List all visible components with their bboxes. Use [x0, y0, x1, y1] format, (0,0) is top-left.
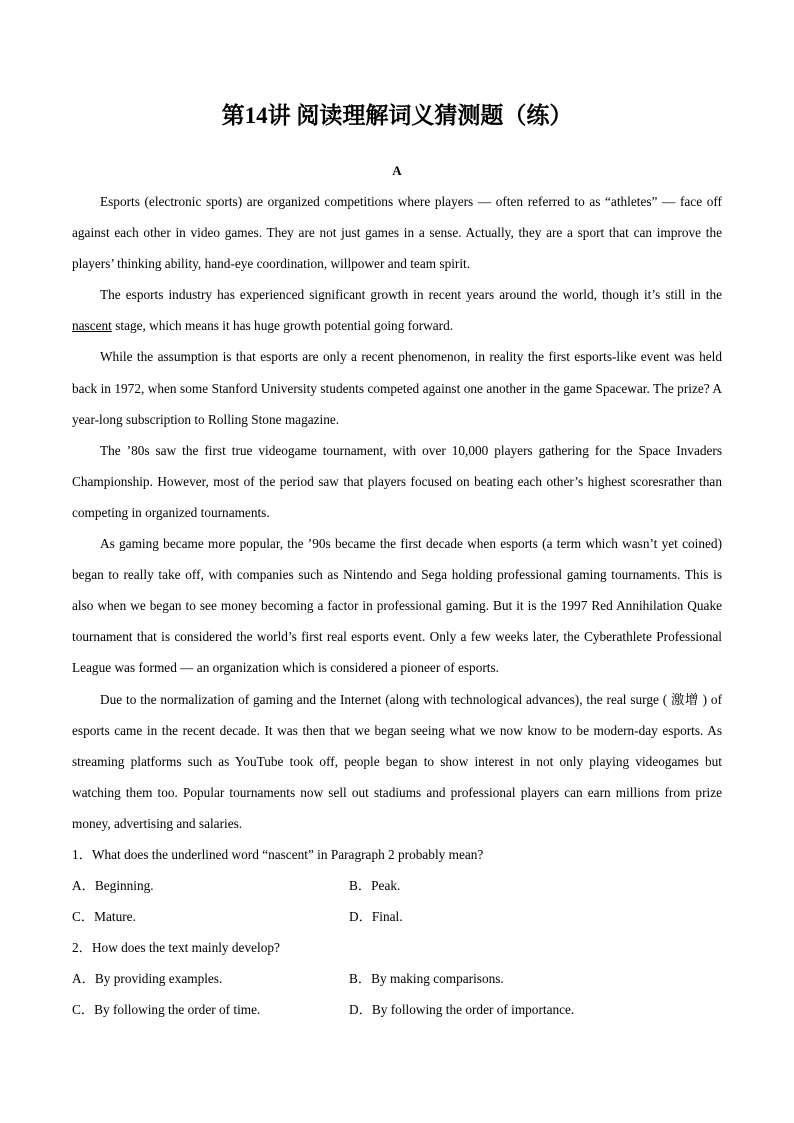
reading-passage: [72, 186, 722, 1026]
question-1-option-d[interactable]: D．Final.: [349, 909, 403, 925]
question-1-stem: 1．What does the underlined word “nascent” in Paragraph 2 probably mean?: [72, 846, 484, 862]
question-2-option-a[interactable]: A．By providing examples.: [72, 971, 223, 987]
question-1-option-c[interactable]: C．Mature.: [72, 909, 136, 925]
question-1-options-row-1: [72, 870, 722, 901]
underlined-word: nascent: [72, 318, 112, 334]
paragraph-text: Due to the normalization of gaming and the Internet (along with technological advances), the real surge ( 激增 ) of esports came in the recent decade. It was then that we began seeing what we now know to be modern-day esports. As streaming platforms such as YouTube took off, people began to show interest in not only playing videogames but watching them too. Popular tournaments now sell out stadiums and professional players can earn millions from prize money, advertising and salaries.: [72, 691, 722, 831]
paragraph-3: [72, 341, 722, 434]
paragraph-text: Esports (electronic sports) are organized competitions where players — often referred to as “athletes” — face off against each other in video games. They are not just games in a sense. Actually, they are a sport that can improve the players’ thinking ability, hand-eye coordination, willpower and team spirit.: [72, 194, 722, 272]
paragraph-1: [72, 186, 722, 279]
paragraph-text: While the assumption is that esports are only a recent phenomenon, in reality the first esports-like event was held back in 1972, when some Stanford University students competed against one another in the game Spacewar. The prize? A year-long subscription to Rolling Stone magazine.: [72, 349, 722, 427]
page-title: 第14讲 阅读理解词义猜测题（练）: [221, 103, 573, 128]
paragraph-4: [72, 435, 722, 528]
section-heading: A: [392, 163, 402, 178]
question-2-option-d[interactable]: D．By following the order of importance.: [349, 1002, 575, 1018]
paragraph-text: The esports industry has experienced significant growth in recent years around the world, though it’s still in the: [100, 287, 722, 303]
question-2-options-row-1: [72, 963, 722, 994]
paragraph-2: [72, 279, 722, 341]
paragraph-text: As gaming became more popular, the ’90s became the first decade when esports (a term which wasn’t yet coined) began to really take off, with companies such as Nintendo and Sega holding professional gaming tournaments. This is also when we began to see money becoming a factor in professional gaming. But it is the 1997 Red Annihilation Quake tournament that is considered the world’s first real esports event. Only a few weeks later, the Cyberathlete Professional League was formed — an organization which is considered a pioneer of esports.: [72, 536, 722, 676]
question-2-options-row-2: [72, 994, 722, 1025]
paragraph-6: [72, 684, 722, 839]
question-2-stem: 2．How does the text mainly develop?: [72, 940, 280, 956]
question-1-options-row-2: [72, 901, 722, 932]
paragraph-5: [72, 528, 722, 683]
paragraph-text: stage, which means it has huge growth potential going forward.: [111, 318, 454, 334]
paragraph-text: The ’80s saw the first true videogame tournament, with over 10,000 players gathering for the Space Invaders Championship. However, most of the period saw that players focused on beating each other’s highest scoresrather than competing in organized tournaments.: [72, 442, 722, 520]
question-2-option-c[interactable]: C．By following the order of time.: [72, 1002, 261, 1018]
question-1-option-a[interactable]: A．Beginning.: [72, 878, 154, 894]
question-1-option-b[interactable]: B．Peak.: [349, 878, 401, 894]
question-2-option-b[interactable]: B．By making comparisons.: [349, 971, 504, 987]
